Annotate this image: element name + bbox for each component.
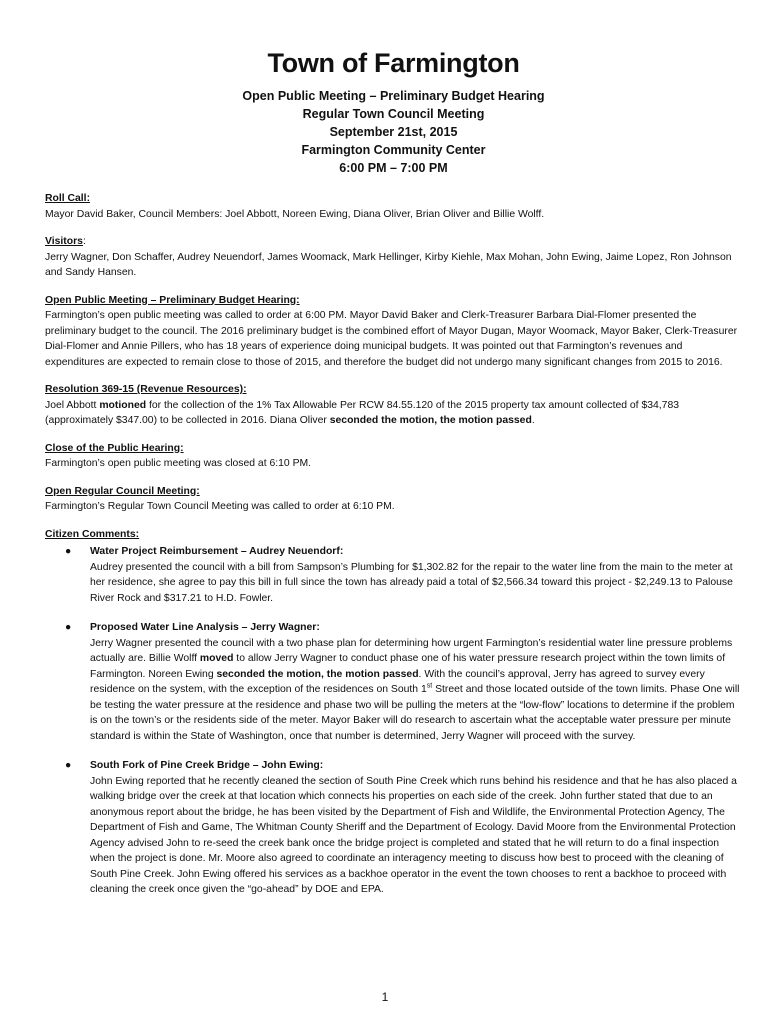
meeting-time-line: 6:00 PM – 7:00 PM [339, 161, 448, 175]
section-resolution [45, 382, 742, 429]
section-title: Visitors [45, 236, 83, 247]
section-visitors [45, 234, 742, 281]
section-title: Close of the Public Hearing: [45, 442, 184, 454]
section-title: Citizen Comments: [45, 528, 140, 540]
item-text: . With the council’s approval, Jerry has agreed to survey every residence on the system, with the exception of the residences on South 1 [90, 668, 705, 695]
section-title-wrap [45, 234, 742, 250]
item-body: Audrey presented the council with a bill from Sampson’s Plumbing for $1,302.82 for the repair to the water line from the main to the meter at her residence, she agree to pay this bill in full since the town has already paid a total of $2,566.34 toward this project - $2,249.13 to Palouse River Rock and $317.21 to H.D. Fowler. [90, 561, 733, 604]
item-title: Proposed Water Line Analysis – Jerry Wagner: [90, 622, 320, 633]
item-text: Street and those located outside of the town limits. Phase One will be testing the water pressure at the residence and phase two will be pulling the meters at the “low-flow” locations to determine if the problem is on the town’s or the residents side of the meter. Mayor Baker will do research to ascertain what the acceptable water pressure per minute standard is within the State of Washington, once that number is determined, Jerry Wagner will proceed with the survey. [90, 684, 740, 742]
citizen-comment-list [45, 544, 742, 898]
resolution-result: seconded the motion, the motion passed [329, 415, 532, 426]
item-text: Jerry Wagner presented the council with a two phase plan for determining how urgent Farmington’s residential water line pressure problems actually are. Billie Wolff [90, 637, 733, 664]
meeting-type-line: Open Public Meeting – Preliminary Budget Hearing [242, 89, 545, 103]
resolution-text: Joel Abbott [45, 399, 100, 411]
section-body [45, 398, 742, 429]
bullet-icon: ● [65, 622, 72, 633]
item-text: to allow Jerry Wagner to conduct phase one of his water pressure research project within the town limits of Farmington. Noreen Ewing [90, 653, 726, 680]
section-open-hearing [45, 293, 742, 371]
section-title: Resolution 369-15 (Revenue Resources): [45, 384, 247, 395]
bullet-icon: ● [65, 760, 72, 771]
section-title: Open Regular Council Meeting: [45, 485, 200, 497]
item-title: South Fork of Pine Creek Bridge – John Ewing: [90, 760, 324, 771]
document-header [45, 48, 742, 177]
section-title: Open Public Meeting – Preliminary Budget Hearing: [45, 294, 300, 306]
section-close-hearing [45, 441, 742, 472]
meeting-location-line: Farmington Community Center [301, 143, 486, 157]
list-item [45, 620, 742, 744]
meeting-date-line: September 21st, 2015 [329, 125, 458, 139]
page-title: Town of Farmington [267, 48, 520, 78]
item-body: John Ewing reported that he recently cleaned the section of South Pine Creek which runs behind his residence and that he has also placed a walking bridge over the creek at that location which connects his properties on each side of the creek. John further stated that due to an anonymous report about the bridge, he has been visited by the Department of Fish and Wildlife, the Environmental Protection Agency, The Department of Fish and Game, The Whitman County Sheriff and the Department of Ecology. David Moore from the Environmental Protection Agency advised John to re-seed the creek bank once the bridge project is completed and stated that he will return to do a final inspection when the project is done. Mr. Moore also agreed to coordinate an interagency meeting to discuss how best to proceed with the cleaning of South Pine Creek. John Ewing offered his services as a backhoe operator in the event the town chooses to rent a backhoe to proceed with cleaning the creek once given the “go-ahead” by DOE and EPA. [90, 775, 737, 895]
section-body: Mayor David Baker, Council Members: Joel Abbott, Noreen Ewing, Diana Oliver, Brian Oliver and Billie Wolff. [45, 208, 545, 220]
ordinal-suffix: st [426, 682, 433, 690]
section-body: Farmington’s Regular Town Council Meeting was called to order at 6:10 PM. [45, 501, 395, 512]
section-body: Jerry Wagner, Don Schaffer, Audrey Neuendorf, James Woomack, Mark Hellinger, Kirby Kiehle, Max Mohan, John Ewing, Jaime Lopez, Ron Johnson and Sandy Hansen. [45, 251, 732, 278]
section-title: Roll Call: [45, 193, 91, 204]
section-roll-call [45, 191, 742, 222]
page-number: 1 [381, 990, 389, 1004]
item-body [90, 636, 742, 745]
item-title: Water Project Reimbursement – Audrey Neuendorf: [90, 546, 344, 557]
section-title-colon: : [82, 236, 86, 247]
resolution-text: for the collection of the 1% Tax Allowable Per RCW 84.55.120 of the 2015 property tax amount collected of $34,783 (approximately $347.00) to be collected in 2016. Diana Oliver [45, 399, 680, 426]
section-open-regular [45, 484, 742, 515]
section-citizen-comments [45, 527, 742, 898]
item-motion: moved [199, 653, 234, 664]
item-result: seconded the motion, the motion passed [216, 668, 419, 680]
section-body: Farmington’s open public meeting was closed at 6:10 PM. [45, 458, 312, 469]
resolution-motion: motioned [99, 399, 147, 411]
meeting-name-line: Regular Town Council Meeting [302, 107, 485, 121]
list-item [45, 544, 742, 606]
bullet-icon: ● [65, 546, 72, 557]
resolution-text: . [531, 415, 535, 426]
section-body: Farmington’s open public meeting was called to order at 6:00 PM. Mayor David Baker and Clerk-Treasurer Barbara Dial-Flomer presented the preliminary budget to the council. The 2016 preliminary budget is the combined effort of Mayor Dugan, Mayor Woomack, Mayor Baker, Clerk-Treasurer Dial-Flomer and Annie Pillers, who has 18 years of experience doing municipal budgets. It was pointed out that Farmington’s revenues and expenditures are expected to remain close to those of 2015, and therefore the budget did not undergo many significant changes from 2015 to 2016. [45, 310, 738, 368]
list-item [45, 758, 742, 898]
